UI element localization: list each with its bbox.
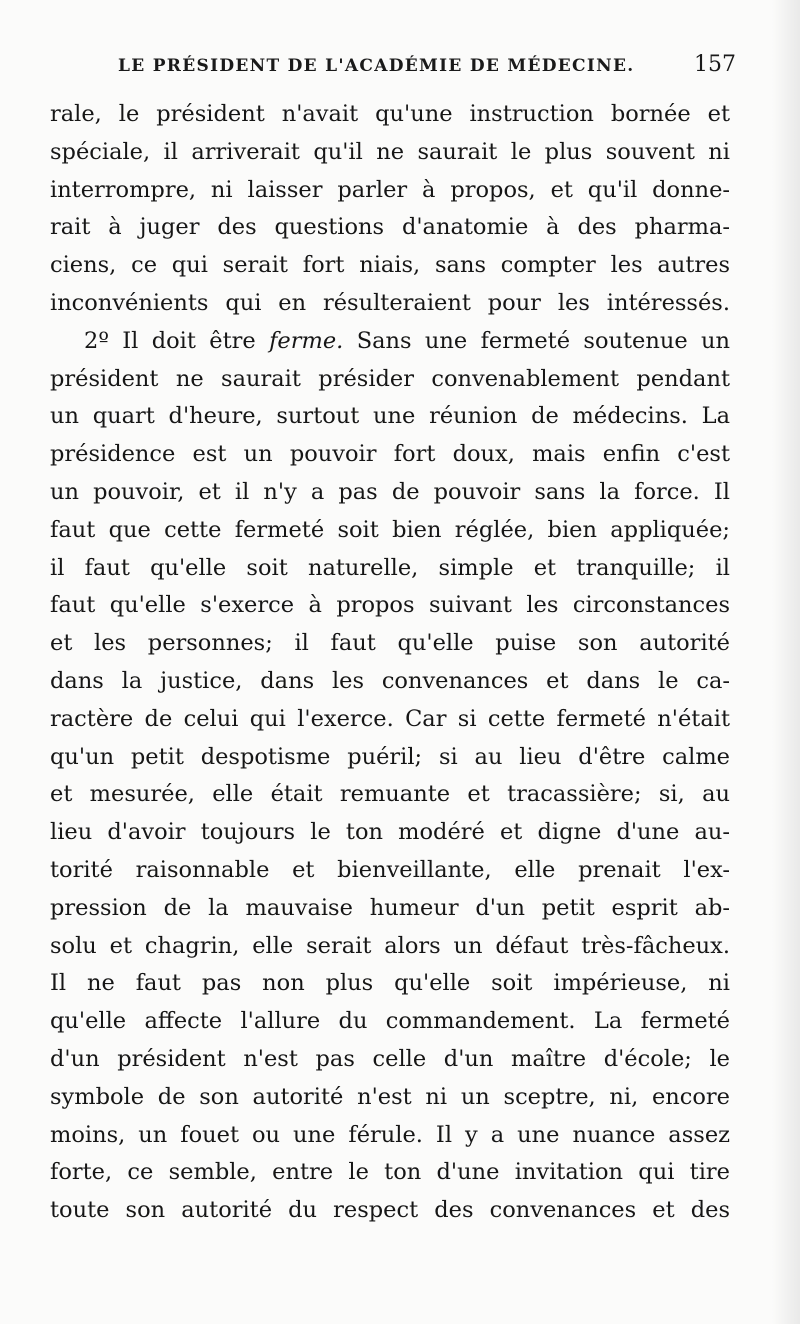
text-line: inconvénients qui en résulteraient pour les intéressés. — [50, 289, 730, 316]
text-line: solu et chagrin, elle serait alors un défaut très-fâcheux. — [50, 932, 730, 959]
text-line: spéciale, il arriverait qu'il ne saurait le plus souvent ni — [50, 138, 730, 165]
text-line: qu'un petit despotisme puéril; si au lieu d'être calme — [50, 743, 730, 770]
text-line: interrompre, ni laisser parler à propos, et qu'il donne- — [50, 176, 730, 203]
text-line: dans la justice, dans les convenances et dans le ca- — [50, 667, 730, 694]
text-line: Il ne faut pas non plus qu'elle soit impérieuse, ni — [50, 970, 730, 997]
running-head: LE PRÉSIDENT DE L'ACADÉMIE DE MÉDECINE. — [118, 56, 635, 76]
page-number: 157 — [694, 52, 736, 77]
text-line: moins, un fouet ou une férule. Il y a une nuance assez — [50, 1121, 730, 1148]
text-line: président ne saurait présider convenablement pendant — [50, 365, 730, 392]
text-line: et mesurée, elle était remuante et tracassière; si, au — [50, 781, 730, 808]
text-line: pression de la mauvaise humeur d'un petit esprit ab- — [50, 894, 730, 921]
text-line: lieu d'avoir toujours le ton modéré et digne d'une au- — [50, 819, 730, 846]
text-line: faut qu'elle s'exerce à propos suivant les circonstances — [50, 592, 730, 619]
text-line: faut que cette fermeté soit bien réglée, bien appliquée; — [50, 516, 730, 543]
text-line: qu'elle affecte l'allure du commandement. La fermeté — [50, 1008, 730, 1035]
text-line: ciens, ce qui serait fort niais, sans compter les autres — [50, 252, 730, 279]
text-line: d'un président n'est pas celle d'un maître d'école; le — [50, 1045, 730, 1072]
text-fragment: Sans une fermeté soutenue un — [343, 327, 730, 354]
text-line: symbole de son autorité n'est ni un sceptre, ni, encore — [50, 1083, 730, 1110]
text-line: il faut qu'elle soit naturelle, simple et tranquille; il — [50, 554, 730, 581]
page-header — [118, 52, 736, 82]
text-line: un quart d'heure, surtout une réunion de médecins. La — [50, 403, 730, 430]
body-text — [50, 96, 730, 1230]
text-line: et les personnes; il faut qu'elle puise son autorité — [50, 630, 730, 657]
text-line: toute son autorité du respect des convenances et des — [50, 1197, 730, 1224]
paragraph-start-line — [50, 323, 730, 361]
page-edge-shadow — [772, 0, 800, 1324]
text-line: présidence est un pouvoir fort doux, mais enfin c'est — [50, 441, 730, 468]
text-line: forte, ce semble, entre le ton d'une invitation qui tire — [50, 1159, 730, 1186]
text-line: rait à juger des questions d'anatomie à des pharma- — [50, 214, 730, 241]
text-line: rale, le président n'avait qu'une instruction bornée et — [50, 101, 730, 127]
text-fragment: 2º Il doit être — [84, 327, 270, 354]
text-line: torité raisonnable et bienveillante, elle prenait l'ex- — [50, 856, 730, 883]
text-line: ractère de celui qui l'exerce. Car si cette fermeté n'était — [50, 705, 730, 732]
text-line: un pouvoir, et il n'y a pas de pouvoir sans la force. Il — [50, 478, 730, 505]
emphasis-word: ferme. — [269, 327, 344, 354]
